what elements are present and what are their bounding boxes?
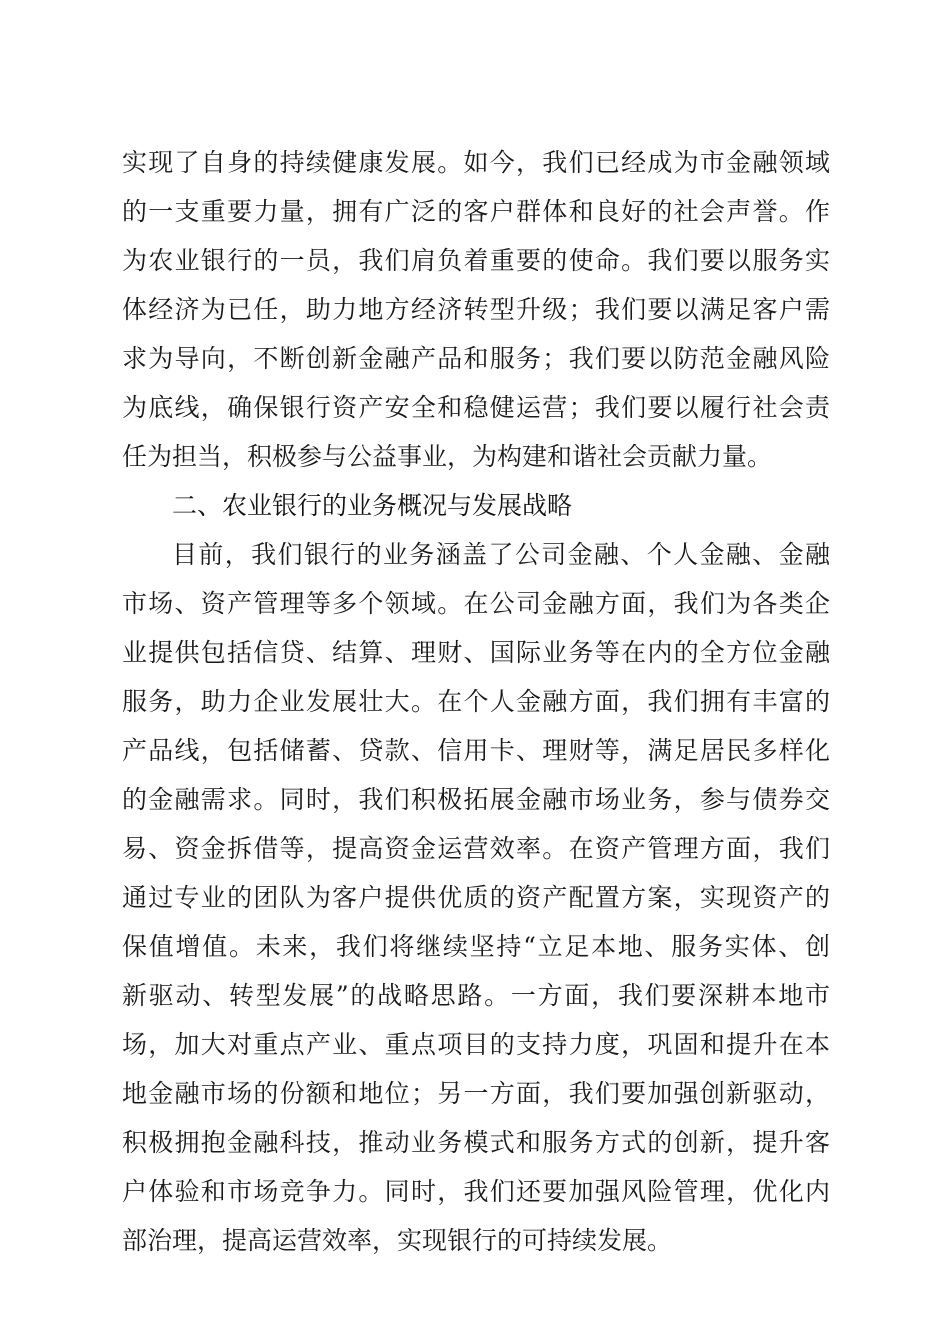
section-heading: 二、农业银行的业务概况与发展战略 (172, 491, 573, 520)
paragraph-2-line-9: 保值增值。未来，我们将继续坚持“立足本地、服务实体、创 (122, 932, 830, 961)
paragraph-2-line-3: 业提供包括信贷、结算、理财、国际业务等在内的全方位金融 (122, 638, 830, 667)
paragraph-1-line-5: 求为导向，不断创新金融产品和服务；我们要以防范金融风险 (122, 344, 830, 373)
paragraph-2-line-7: 易、资金拆借等，提高资金运营效率。在资产管理方面，我们 (122, 834, 830, 863)
paragraph-2-line-12: 地金融市场的份额和地位；另一方面，我们要加强创新驱动， (122, 1079, 830, 1108)
paragraph-2-line-14: 户体验和市场竞争力。同时，我们还要加强风险管理，优化内 (122, 1177, 830, 1206)
paragraph-1-line-4: 体经济为已任，助力地方经济转型升级；我们要以满足客户需 (122, 295, 830, 324)
paragraph-2-line-6: 的金融需求。同时，我们积极拓展金融市场业务，参与债券交 (122, 785, 830, 814)
paragraph-1-line-7: 任为担当，积极参与公益事业，为构建和谐社会贡献力量。 (122, 442, 773, 471)
paragraph-2-line-11: 场，加大对重点产业、重点项目的支持力度，巩固和提升在本 (122, 1030, 830, 1059)
paragraph-1-line-3: 为农业银行的一员，我们肩负着重要的使命。我们要以服务实 (122, 246, 830, 275)
paragraph-2-line-13: 积极拥抱金融科技，推动业务模式和服务方式的创新，提升客 (122, 1128, 830, 1157)
paragraph-2-line-1: 目前，我们银行的业务涵盖了公司金融、个人金融、金融 (172, 540, 830, 569)
paragraph-1-line-1: 实现了自身的持续健康发展。如今，我们已经成为市金融领域 (122, 148, 830, 177)
paragraph-2-line-2: 市场、资产管理等多个领域。在公司金融方面，我们为各类企 (122, 589, 830, 618)
paragraph-2-line-15: 部治理，提高运营效率，实现银行的可持续发展。 (122, 1226, 673, 1255)
paragraph-1-line-2: 的一支重要力量，拥有广泛的客户群体和良好的社会声誉。作 (122, 197, 830, 226)
paragraph-2-line-8: 通过专业的团队为客户提供优质的资产配置方案，实现资产的 (122, 883, 830, 912)
paragraph-2-line-10: 新驱动、转型发展”的战略思路。一方面，我们要深耕本地市 (122, 981, 830, 1010)
paragraph-2-line-5: 产品线，包括储蓄、贷款、信用卡、理财等，满足居民多样化 (122, 736, 830, 765)
paragraph-2-line-4: 服务，助力企业发展壮大。在个人金融方面，我们拥有丰富的 (122, 687, 830, 716)
paragraph-1-line-6: 为底线，确保银行资产安全和稳健运营；我们要以履行社会责 (122, 393, 830, 422)
